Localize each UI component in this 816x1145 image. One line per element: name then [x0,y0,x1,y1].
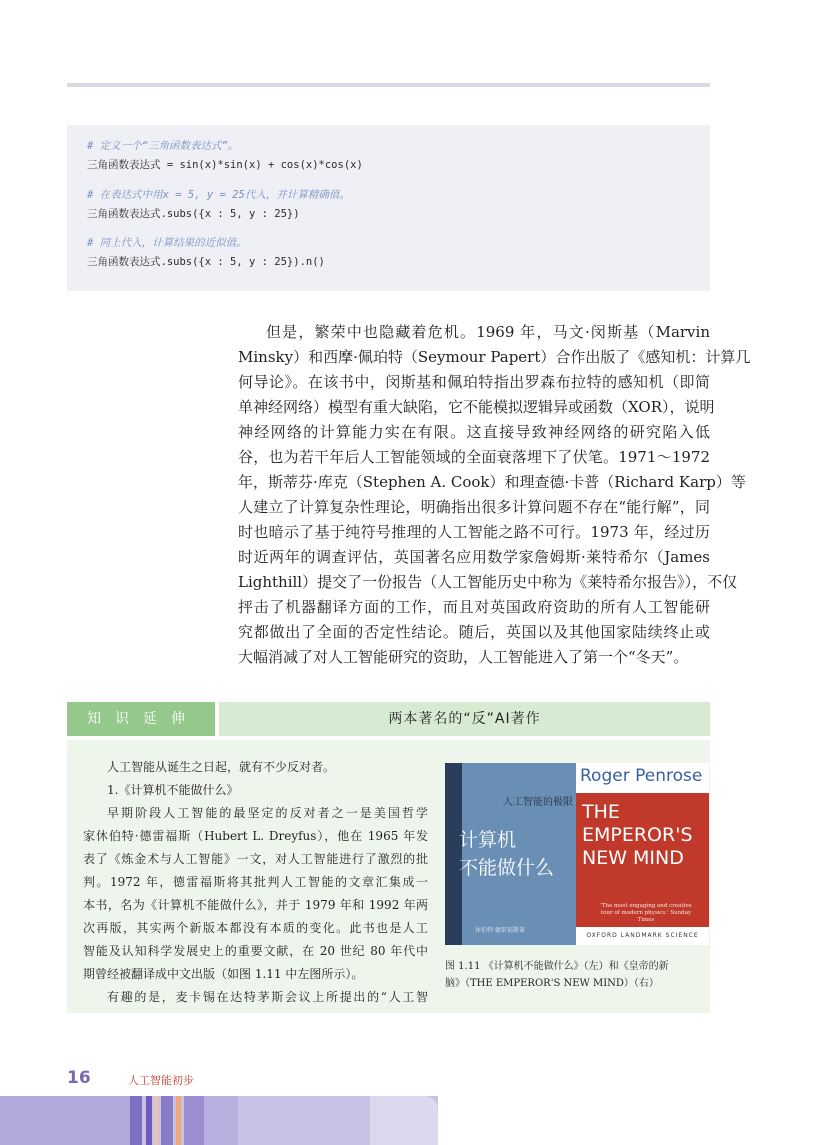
paragraph-line: 抨击了机器翻译方面的工作，而且对英国政府资助的所有人工智能研 [238,598,710,616]
cover-author: 休伯特·德雷福斯著 [475,927,525,934]
paragraph-line: 但是，繁荣中也隐藏着危机。1969 年，马文·闵斯基（Marvin [266,323,710,341]
cover-title-line: NEW MIND [582,847,684,869]
knowledge-extension-header [67,702,710,736]
sidebar-line: 家休伯特·德雷福斯（Hubert L. Dreyfus），他在 1965 年发 [83,829,428,843]
sidebar-line: 次再版，其实两个新版本都没有本质的变化。此书也是人工 [83,921,428,935]
cover-title-line: THE [582,801,620,823]
cover-series-label: 人工智能的极限 [503,797,573,808]
paragraph-line: 时近两年的调查评估，英国著名应用数学家詹姆斯·莱特希尔（James [238,548,710,566]
page-number: 16 [67,1068,91,1088]
cover-title-line: 不能做什么 [459,857,555,879]
code-comment-line: # 定义一个“三角函数表达式”。 [87,140,239,152]
cover-author: Roger Penrose [580,766,703,786]
cover-title [582,801,693,870]
sidebar-text [83,756,428,1009]
paragraph-line: 时也暗示了基于纯符号推理的人工智能之路不可行。1973 年，经过历 [238,523,710,541]
sidebar-line: 1.《计算机不能做什么》 [107,783,239,797]
caption-line: 脑》（THE EMPEROR'S NEW MIND）（右） [445,978,659,989]
section-title: 两本著名的“反”AI著作 [388,711,541,727]
knowledge-extension-panel [67,740,710,1013]
main-paragraph [238,320,751,670]
paragraph-line: Minsky）和西摩·佩珀特（Seymour Papert）合作出版了《感知机：计算几 [238,348,751,366]
paragraph-line: 单神经网络）模型有重大缺陷，它不能模拟逻辑异或函数（XOR），说明 [238,398,715,416]
top-divider [67,83,710,87]
cover-title-block [576,797,709,927]
code-comment-line: # 在表达式中用x = 5, y = 25代入，并计算精确值。 [87,189,350,201]
code-comment-line: # 同上代入，计算结果的近似值。 [87,237,247,249]
section-tag: 知识延伸 [67,702,215,736]
code-line: 三角函数表达式.subs({x : 5, y : 25}).n() [87,256,325,268]
cover-title-line: 计算机 [459,829,517,851]
sidebar-line: 智能及认知科学发展史上的重要文献，在 20 世纪 80 年代中 [83,944,428,958]
cover-series-label: OXFORD LANDMARK SCIENCE [586,932,699,939]
figure-caption [445,958,709,992]
book-cover-emperors-new-mind [576,763,709,945]
caption-line: 图 1.11 《计算机不能做什么》（左）和《皇帝的新 [445,961,669,972]
section-title-bar [219,702,710,736]
paragraph-line: 神经网络的计算能力实在有限。这直接导致神经网络的研究陷入低 [238,423,710,441]
paragraph-line: 究都做出了全面的否定性结论。随后，英国以及其他国家陆续终止或 [238,623,710,641]
book-cover-computers-cant-do [445,763,576,945]
paragraph-line: Lighthill）提交了一份报告（人工智能历史中称为《莱特希尔报告》），不仅 [238,573,738,591]
code-line: 三角函数表达式 = sin(x)*sin(x) + cos(x)*cos(x) [87,159,363,171]
paragraph-line: 何导论》。在该书中，闵斯基和佩珀特指出罗森布拉特的感知机（即简 [238,373,710,391]
sidebar-line: 人工智能从诞生之日起，就有不少反对者。 [107,760,336,774]
paragraph-line: 人建立了计算复杂性理论，明确指出很多计算问题不存在“能行解”，同 [238,498,710,516]
sidebar-line: 有趣的是，麦卡锡在达特茅斯会议上所提出的“人工智 [107,990,428,1004]
paragraph-line: 年，斯蒂芬·库克（Stephen A. Cook）和理查德·卡普（Richard Karp）等 [238,473,746,491]
sidebar-line: 判。1972 年，德雷福斯将其批判人工智能的文章汇集成一 [83,875,428,889]
decorative-footer-band [0,1096,438,1145]
running-footer-title: 人工智能初步 [128,1074,194,1087]
sidebar-line: 表了《炼金术与人工智能》一文，对人工智能进行了激烈的批 [83,852,428,866]
cover-quote: 'The most engaging and creative tour of modern physics.' Sunday Times [600,903,692,923]
sidebar-line: 早期阶段人工智能的最坚定的反对者之一是美国哲学 [107,806,428,820]
code-block [67,125,710,291]
paragraph-line: 大幅消减了对人工智能研究的资助，人工智能进入了第一个“冬天”。 [238,648,689,666]
code-line: 三角函数表达式.subs({x : 5, y : 25}) [87,208,300,220]
sidebar-line: 本书，名为《计算机不能做什么》，并于 1979 年和 1992 年两 [83,898,428,912]
cover-title-line: EMPEROR'S [582,824,693,846]
paragraph-line: 谷，也为若干年后人工智能领域的全面衰落埋下了伏笔。1971～1972 [238,448,710,466]
sidebar-line: 期曾经被翻译成中文出版（如图 1.11 中左图所示）。 [83,967,364,981]
